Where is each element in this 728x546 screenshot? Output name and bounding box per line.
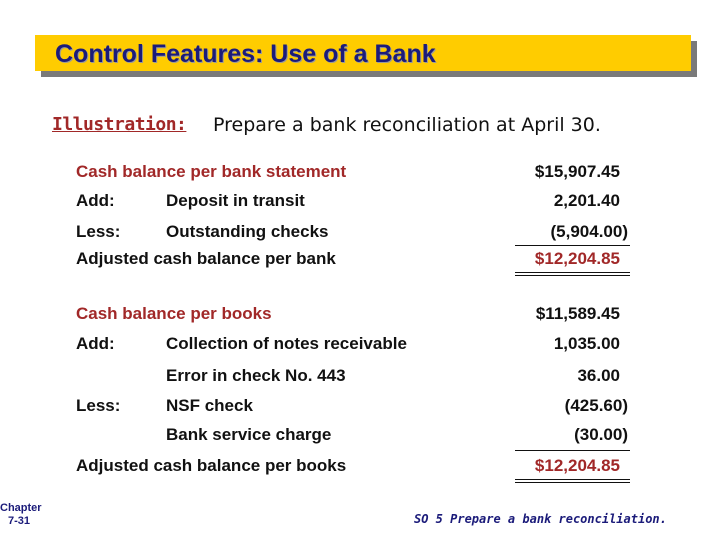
bank-balance-row (0, 162, 728, 186)
books-balance-row (0, 304, 728, 328)
bank-adjusted-label: Adjusted cash balance per bank (76, 249, 336, 268)
total-double-rule (515, 479, 630, 483)
chapter-label-block (0, 502, 42, 528)
illustration-text: Prepare a bank reconciliation at April 30. (213, 114, 601, 136)
adjustment-amount: (5,904.00) (550, 222, 628, 241)
bank-adjustment-row (0, 191, 728, 215)
adjustment-amount: (30.00) (574, 425, 628, 444)
adjustment-description: Outstanding checks (166, 222, 329, 241)
books-balance-amount: $11,589.45 (535, 304, 620, 323)
adjustment-prefix: Add: (76, 334, 115, 353)
bank-balance-amount: $15,907.45 (534, 162, 620, 181)
bank-adjustment-row (0, 222, 728, 246)
books-adjusted-label: Adjusted cash balance per books (76, 456, 347, 475)
bank-adjusted-row (0, 249, 728, 273)
adjustment-amount: (425.60) (564, 396, 628, 415)
illustration-label: Illustration: (52, 114, 187, 135)
adjustment-description: Deposit in transit (166, 191, 305, 210)
chapter-label: Chapter (0, 502, 42, 514)
adjustment-prefix: Less: (76, 222, 121, 241)
adjustment-prefix: Add: (76, 191, 115, 210)
adjustment-prefix: Less: (76, 396, 121, 415)
books-adjustment-row (0, 334, 728, 358)
subtotal-rule (515, 245, 630, 246)
books-adjustment-row (0, 366, 728, 390)
books-adjustment-row (0, 425, 728, 449)
total-double-rule (515, 272, 630, 276)
adjustment-amount: 1,035.00 (553, 334, 620, 353)
adjustment-description: Bank service charge (166, 425, 332, 444)
books-adjusted-row (0, 456, 728, 480)
adjustment-description: Collection of notes receivable (166, 334, 407, 353)
adjustment-description: Error in check No. 443 (166, 366, 346, 385)
adjustment-description: NSF check (166, 396, 253, 415)
subtotal-rule (515, 450, 630, 451)
books-balance-label: Cash balance per books (76, 304, 272, 323)
adjustment-amount: 2,201.40 (553, 191, 620, 210)
bank-balance-label: Cash balance per bank statement (76, 162, 347, 181)
chapter-page-number: 7-31 (7, 515, 31, 527)
adjustment-amount: 36.00 (577, 366, 620, 385)
bank-adjusted-amount: $12,204.85 (534, 249, 620, 268)
study-objective: SO 5 Prepare a bank reconciliation. (414, 512, 667, 526)
books-adjustment-row (0, 396, 728, 420)
slide-title: Control Features: Use of a Bank (55, 40, 436, 68)
books-adjusted-amount: $12,204.85 (534, 456, 620, 475)
